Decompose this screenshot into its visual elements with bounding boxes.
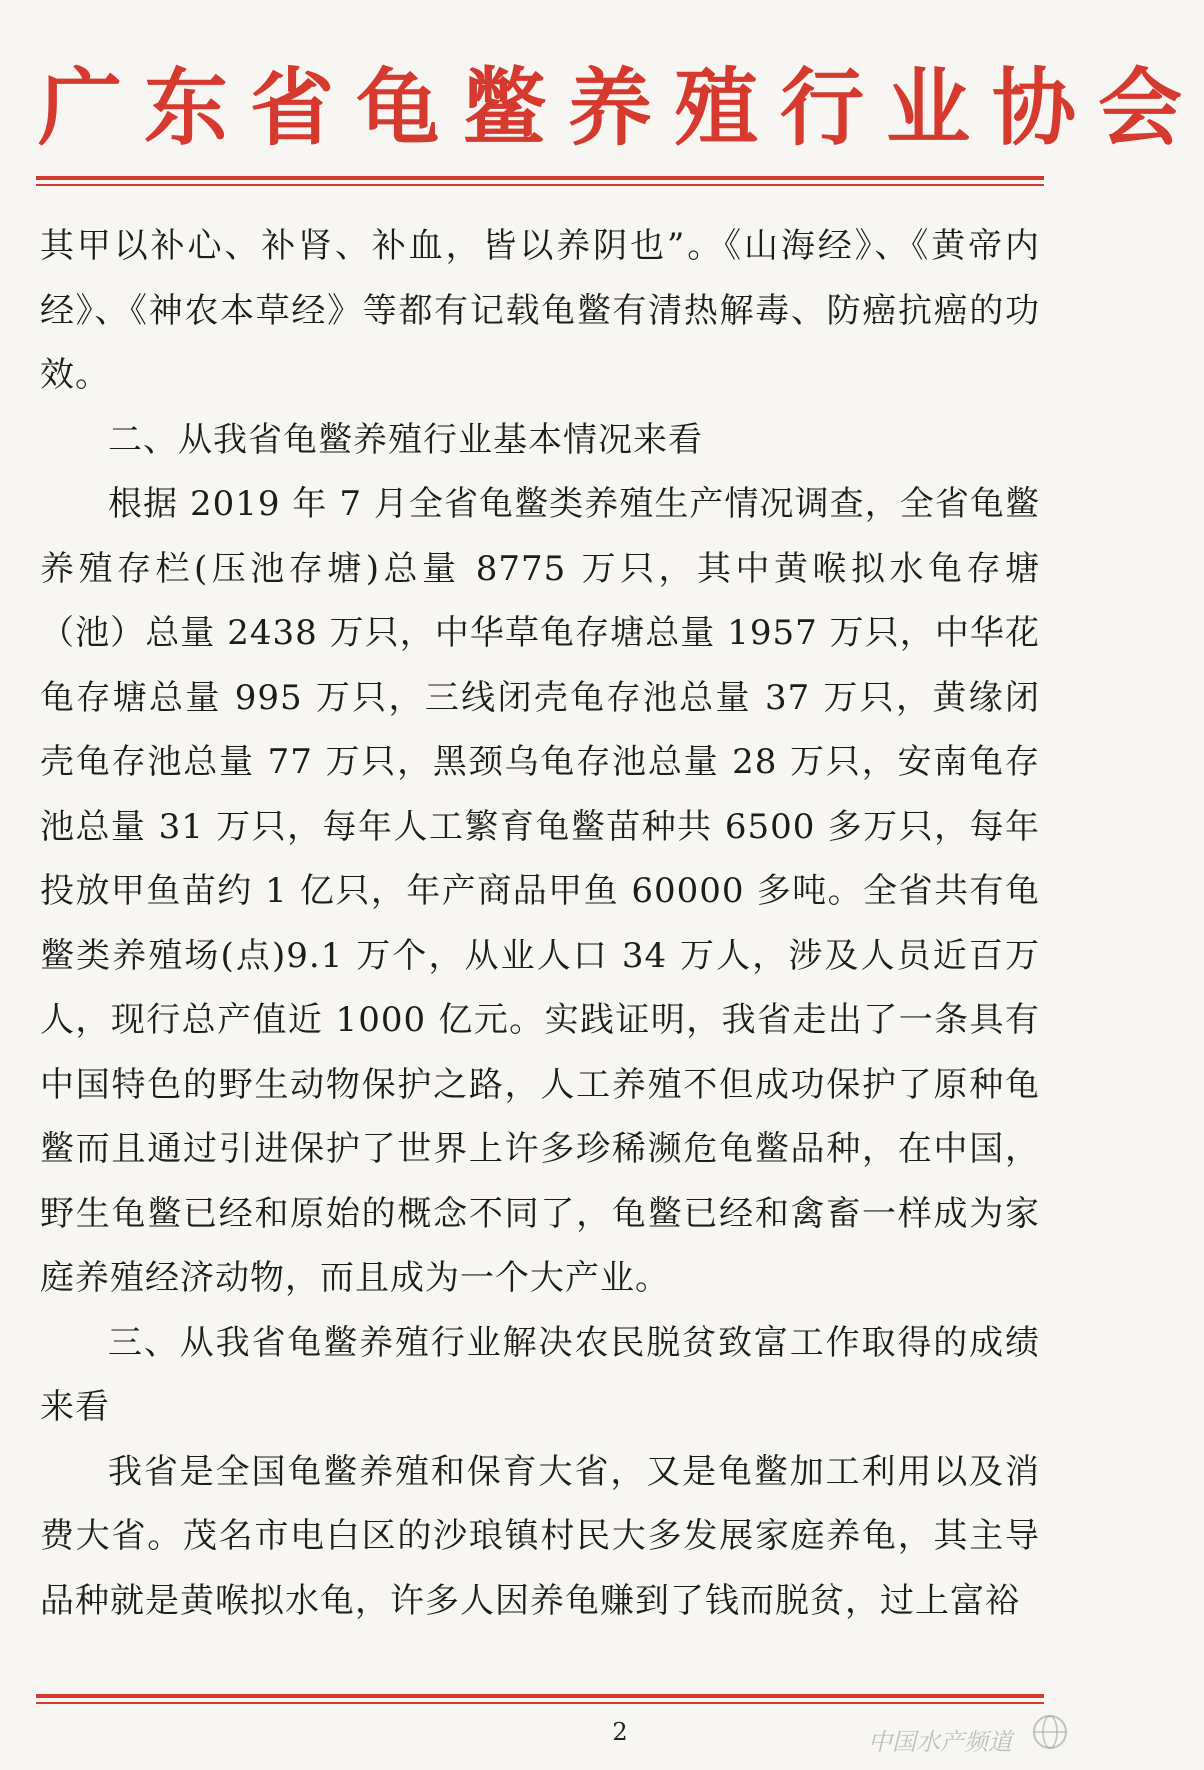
footer-rule-thin: [36, 1702, 1044, 1704]
letterhead-rule-thin: [36, 184, 1044, 186]
letterhead-rule-thick: [36, 176, 1044, 180]
paragraph: 根据 2019 年 7 月全省龟鳖类养殖生产情况调查，全省龟鳖养殖存栏(压池存塘)总量 8775 万只，其中黄喉拟水龟存塘（池）总量 2438 万只，中华草龟存塘总量 1957 万只，中华花龟存塘总量 995 万只，三线闭壳龟存池总量 37 万只，黄缘闭壳龟存池总量 77 万只，黑颈乌龟存池总量 28 万只，安南龟存池总量 31 万只，每年人工繁育龟鳖苗种共 6500 多万只，每年投放甲鱼苗约 1 亿只，年产商品甲鱼 60000 多吨。全省共有龟鳖类养殖场(点)9.1 万个，从业人口 34 万人，涉及人员近百万人，现行总产值近 1000 亿元。实践证明，我省走出了一条具有中国特色的野生动物保护之路，人工养殖不但成功保护了原种龟鳖而且通过引进保护了世界上许多珍稀濒危龟鳖品种，在中国，野生龟鳖已经和原始的概念不同了，龟鳖已经和禽畜一样成为家庭养殖经济动物，而且成为一个大产业。: [40, 484, 1040, 1298]
letterhead-title: 广东省龟鳖养殖行业协会: [38, 59, 1204, 157]
watermark: 中国水产频道: [868, 1728, 1012, 1756]
footer-rule-thick: [36, 1694, 1044, 1698]
globe-icon: [1030, 1712, 1070, 1752]
paragraph: 我省是全国龟鳖养殖和保育大省，又是龟鳖加工利用以及消费大省。茂名市电白区的沙琅镇村民大多发展家庭养龟，其主导品种就是黄喉拟水龟，许多人因养龟赚到了钱而脱贫，过上富裕: [40, 1451, 1040, 1621]
paragraph: 其甲以补心、补肾、补血，皆以养阴也”。《山海经》、《黄帝内经》、《神农本草经》等都有记载龟鳖有清热解毒、防癌抗癌的功效。: [40, 226, 1040, 395]
section-heading: 三、从我省龟鳖养殖行业解决农民脱贫致富工作取得的成绩来看: [40, 1322, 1040, 1427]
page-number: 2: [612, 1718, 628, 1746]
section-heading: 二、从我省龟鳖养殖行业基本情况来看: [108, 419, 703, 460]
document-body: [40, 214, 1040, 1633]
